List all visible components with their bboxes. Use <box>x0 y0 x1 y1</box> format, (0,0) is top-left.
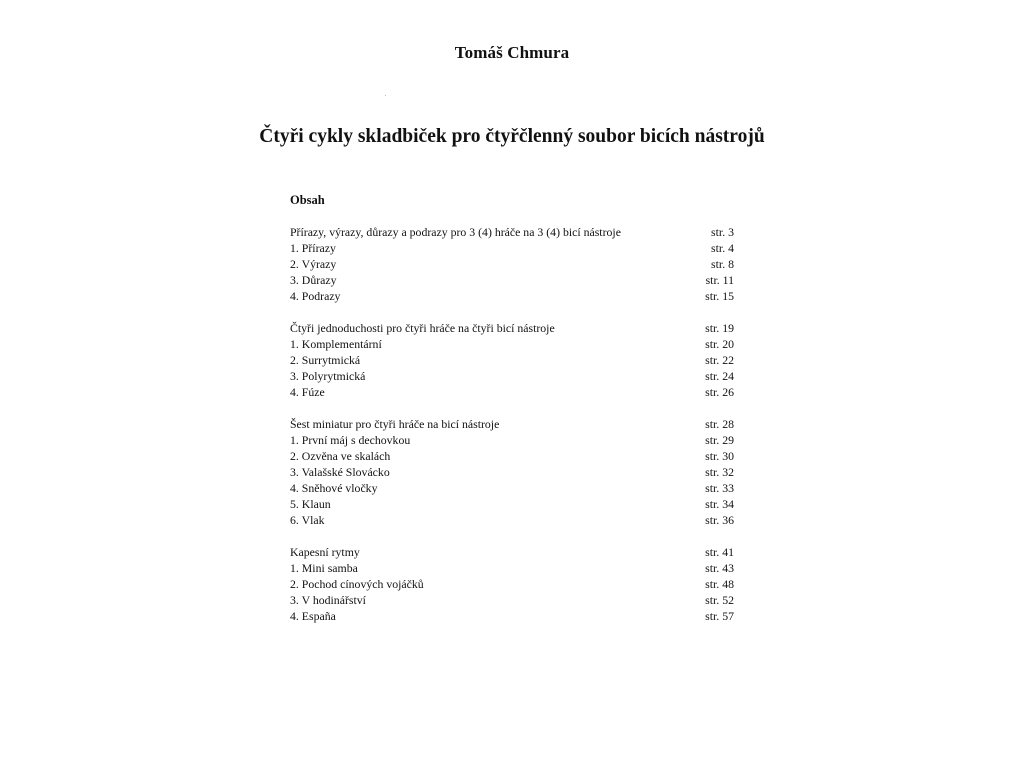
toc-entry-label: Přírazy, výrazy, důrazy a podrazy pro 3 (4) hráče na 3 (4) bicí nástroje <box>290 225 621 239</box>
toc-entry-page: str. 11 <box>705 273 734 287</box>
toc-row <box>290 496 736 512</box>
toc-entry-label: 1. Mini samba <box>290 561 358 575</box>
toc-row <box>290 560 736 576</box>
toc-row <box>290 592 736 608</box>
toc-row <box>290 368 736 384</box>
toc-entry-label: 1. Komplementární <box>290 337 382 351</box>
toc-entry-label: 2. Surrytmická <box>290 353 361 367</box>
toc-entry-label: Čtyři jednoduchosti pro čtyři hráče na čtyři bicí nástroje <box>290 321 555 335</box>
toc-row <box>290 608 736 624</box>
toc-row <box>290 240 736 256</box>
toc-entry-label: 4. Sněhové vločky <box>290 481 378 495</box>
toc-heading: Obsah <box>290 193 325 207</box>
toc-entry-page: str. 19 <box>705 321 734 335</box>
toc-entry-label: 6. Vlak <box>290 513 325 527</box>
toc-row <box>290 288 736 304</box>
author-name: Tomáš Chmura <box>454 43 570 62</box>
toc-row <box>290 576 736 592</box>
group-spacer <box>290 400 736 416</box>
toc-entry-page: str. 52 <box>705 593 734 607</box>
toc-row <box>290 464 736 480</box>
toc-row <box>290 512 736 528</box>
toc-entry-page: str. 32 <box>705 465 734 479</box>
toc-entry-page: str. 48 <box>705 577 734 591</box>
toc-entry-label: 1. Přírazy <box>290 241 336 255</box>
toc-entry-page: str. 4 <box>711 241 734 255</box>
toc-entry-page: str. 43 <box>705 561 734 575</box>
toc-entry-label: 3. V hodinářství <box>290 593 366 607</box>
document-title: Čtyři cykly skladbiček pro čtyřčlenný soubor bicích nástrojů <box>259 126 765 147</box>
toc-entry-label: Kapesní rytmy <box>290 545 360 559</box>
toc-entry-page: str. 29 <box>705 433 734 447</box>
toc-row <box>290 352 736 368</box>
toc-entry-label: 2. Pochod cínových vojáčků <box>290 577 424 591</box>
toc-entry-label: 2. Výrazy <box>290 257 337 271</box>
toc-entry-page: str. 22 <box>705 353 734 367</box>
table-of-contents <box>290 192 736 624</box>
toc-entry-page: str. 8 <box>711 257 734 271</box>
toc-row <box>290 224 736 240</box>
toc-entry-label: 4. Fúze <box>290 385 325 399</box>
toc-entry-page: str. 36 <box>705 513 734 527</box>
toc-entry-label: 3. Polyrytmická <box>290 369 366 383</box>
toc-entry-page: str. 41 <box>705 545 734 559</box>
toc-entry-page: str. 20 <box>705 337 734 351</box>
group-spacer <box>290 304 736 320</box>
toc-row <box>290 448 736 464</box>
toc-entry-label: 1. První máj s dechovkou <box>290 433 411 447</box>
toc-entry-label: 4. España <box>290 609 336 623</box>
toc-entry-label: Šest miniatur pro čtyři hráče na bicí nástroje <box>290 417 500 431</box>
toc-row <box>290 256 736 272</box>
toc-row <box>290 480 736 496</box>
toc-row <box>290 544 736 560</box>
toc-entry-label: 5. Klaun <box>290 497 331 511</box>
toc-row <box>290 416 736 432</box>
toc-row <box>290 336 736 352</box>
toc-row <box>290 432 736 448</box>
toc-row <box>290 384 736 400</box>
scan-speck <box>385 95 386 96</box>
toc-entry-page: str. 15 <box>705 289 734 303</box>
toc-row <box>290 320 736 336</box>
toc-entry-page: str. 33 <box>705 481 734 495</box>
toc-entry-page: str. 3 <box>711 225 734 239</box>
toc-entry-page: str. 57 <box>705 609 734 623</box>
toc-entry-page: str. 28 <box>705 417 734 431</box>
toc-entry-page: str. 26 <box>705 385 734 399</box>
toc-entry-label: 3. Důrazy <box>290 273 337 287</box>
toc-row <box>290 272 736 288</box>
toc-entry-label: 3. Valašské Slovácko <box>290 465 390 479</box>
toc-entry-page: str. 30 <box>705 449 734 463</box>
toc-entry-label: 2. Ozvěna ve skalách <box>290 449 391 463</box>
toc-entry-page: str. 34 <box>705 497 734 511</box>
group-spacer <box>290 528 736 544</box>
toc-entry-page: str. 24 <box>705 369 734 383</box>
toc-entry-label: 4. Podrazy <box>290 289 341 303</box>
